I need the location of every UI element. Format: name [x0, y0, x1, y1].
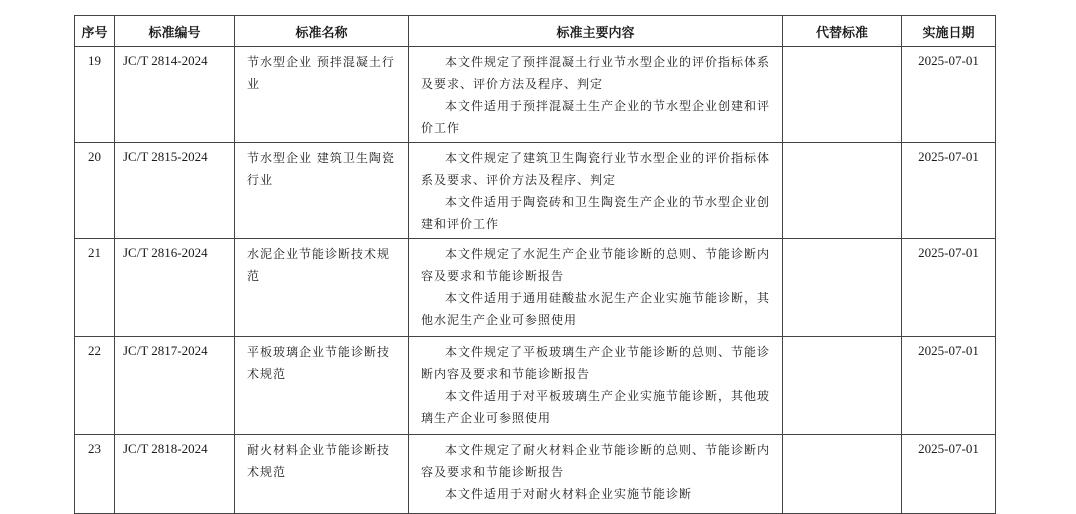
- content-paragraph: 本文件适用于对平板玻璃生产企业实施节能诊断，其他玻璃生产企业可参照使用: [421, 389, 771, 425]
- row-date: 2025-07-01: [902, 143, 996, 239]
- content-paragraph: 本文件规定了平板玻璃生产企业节能诊断的总则、节能诊断内容及要求和节能诊断报告: [421, 345, 771, 381]
- row-name: 耐火材料企业节能诊断技术规范: [235, 435, 409, 514]
- row-content: [409, 337, 783, 435]
- row-index: 20: [75, 143, 115, 239]
- content-paragraph: 本文件规定了水泥生产企业节能诊断的总则、节能诊断内容及要求和节能诊断报告: [421, 247, 771, 283]
- table-row: [75, 47, 996, 143]
- row-name: 平板玻璃企业节能诊断技术规范: [235, 337, 409, 435]
- row-name: 节水型企业 建筑卫生陶瓷行业: [235, 143, 409, 239]
- row-code: JC/T 2815-2024: [115, 143, 235, 239]
- content-paragraph: 本文件适用于陶瓷砖和卫生陶瓷生产企业的节水型企业创建和评价工作: [421, 195, 771, 231]
- row-name: 水泥企业节能诊断技术规范: [235, 239, 409, 337]
- row-index: 22: [75, 337, 115, 435]
- content-paragraph: 本文件规定了耐火材料企业节能诊断的总则、节能诊断内容及要求和节能诊断报告: [421, 443, 771, 479]
- table-header: [75, 16, 996, 47]
- row-replace: [783, 47, 902, 143]
- content-paragraph: 本文件适用于通用硅酸盐水泥生产企业实施节能诊断，其他水泥生产企业可参照使用: [421, 291, 771, 327]
- table-row: [75, 435, 996, 514]
- table-body: [75, 47, 996, 514]
- row-name: 节水型企业 预拌混凝土行业: [235, 47, 409, 143]
- row-code: JC/T 2817-2024: [115, 337, 235, 435]
- header-name: 标准名称: [235, 16, 409, 47]
- header-content: 标准主要内容: [409, 16, 783, 47]
- row-date: 2025-07-01: [902, 435, 996, 514]
- content-paragraph: 本文件规定了预拌混凝土行业节水型企业的评价指标体系及要求、评价方法及程序、判定: [421, 55, 771, 91]
- row-replace: [783, 143, 902, 239]
- table-row: [75, 337, 996, 435]
- row-code: JC/T 2816-2024: [115, 239, 235, 337]
- row-content: [409, 143, 783, 239]
- table-row: [75, 239, 996, 337]
- row-index: 21: [75, 239, 115, 337]
- row-code: JC/T 2814-2024: [115, 47, 235, 143]
- row-replace: [783, 239, 902, 337]
- content-paragraph: 本文件规定了建筑卫生陶瓷行业节水型企业的评价指标体系及要求、评价方法及程序、判定: [421, 151, 771, 187]
- row-content: [409, 239, 783, 337]
- header-date: 实施日期: [902, 16, 996, 47]
- header-code: 标准编号: [115, 16, 235, 47]
- standards-table: [74, 15, 996, 514]
- row-date: 2025-07-01: [902, 337, 996, 435]
- row-replace: [783, 337, 902, 435]
- header-replace: 代替标准: [783, 16, 902, 47]
- row-index: 23: [75, 435, 115, 514]
- header-index: 序号: [75, 16, 115, 47]
- row-date: 2025-07-01: [902, 239, 996, 337]
- header-row: [75, 16, 996, 47]
- row-date: 2025-07-01: [902, 47, 996, 143]
- row-index: 19: [75, 47, 115, 143]
- content-paragraph: 本文件适用于预拌混凝土生产企业的节水型企业创建和评价工作: [421, 99, 771, 135]
- table-row: [75, 143, 996, 239]
- content-paragraph: 本文件适用于对耐火材料企业实施节能诊断: [445, 487, 693, 501]
- row-code: JC/T 2818-2024: [115, 435, 235, 514]
- row-content: [409, 47, 783, 143]
- row-content: [409, 435, 783, 514]
- row-replace: [783, 435, 902, 514]
